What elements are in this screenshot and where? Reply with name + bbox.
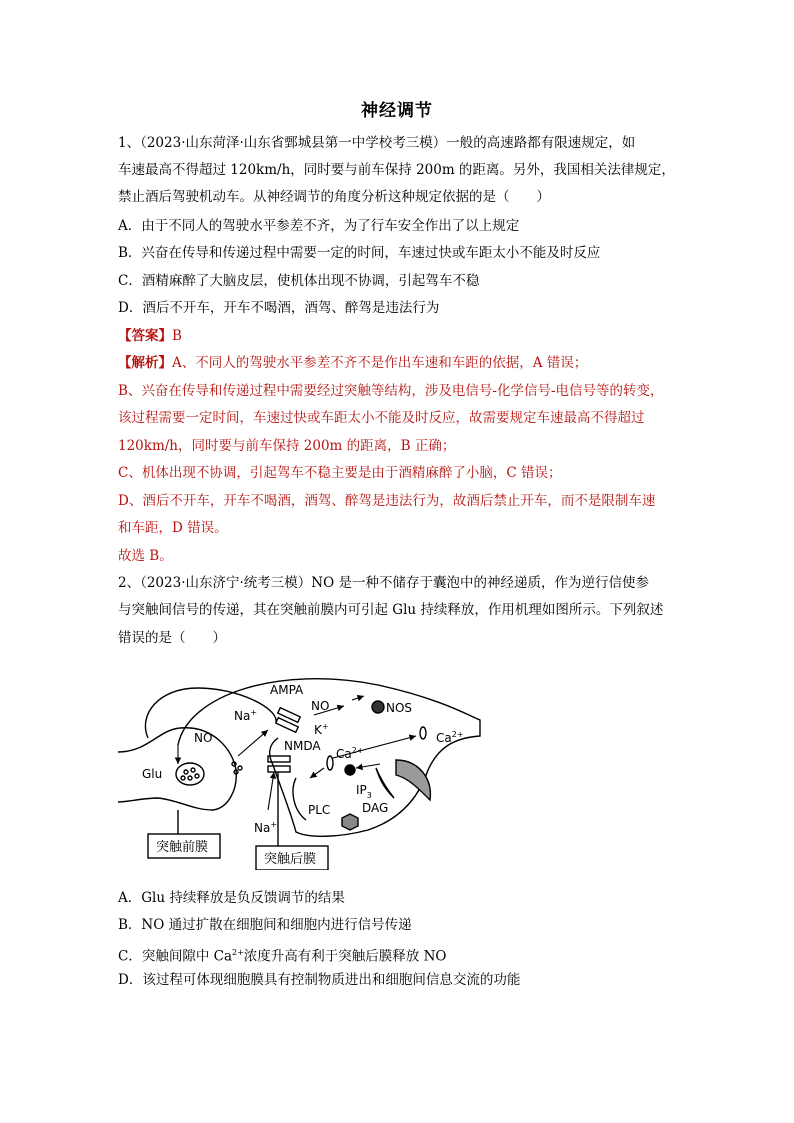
ampa-receptor [278,708,300,723]
k-label: K+ [314,722,329,737]
q2-option-d: D．该过程可体现细胞膜具有控制物质进出和细胞间信息交流的功能 [118,972,521,988]
plc-label: PLC [308,803,331,817]
q2-option-b: B．NO 通过扩散在细胞间和细胞内进行信号传递 [118,917,412,933]
q2-stem-line-3: 错误的是（ ） [118,630,226,646]
endoplasmic-reticulum [396,760,430,800]
q1-stem-line-1: 1、（2023·山东菏泽·山东省鄄城县第一中学校考三模）一般的高速路都有限速规定，如 [118,135,636,151]
q1-analysis-line-6: D、酒后不开车，开车不喝酒，酒驾、醉驾是违法行为，故酒后禁止开车，而不是限制车速 [118,493,656,509]
postsynaptic-membrane-label: 突触后膜 [264,852,317,867]
page-title: 神经调节 [361,101,433,121]
q1-analysis-line-5: C、机体出现不协调，引起驾车不稳主要是由于酒精麻醉了小脑，C 错误； [118,465,562,481]
ca-channel [327,756,333,770]
q2-option-c: C．突触间隙中 $Ca^{2+}$浓度升高有利于突触后膜释放 NO [118,948,447,965]
nmda-label: NMDA [284,739,321,753]
no-pre-label: NO [194,731,213,745]
answer-value: B [172,328,182,344]
presynaptic-membrane-label: 突触前膜 [156,840,209,855]
q1-analysis-line-4: 120km/h，同时要与前车保持 200m 的距离，B 正确； [118,438,456,454]
q1-analysis-line-7: 和车距，D 错误。 [118,520,228,536]
ca-mid-label: $Ca^{2+}$ [336,746,364,761]
q1-analysis-line-3: 该过程需要一定时间，车速过快或车距太小不能及时反应，故需要规定车速最高不得超过 [118,410,645,426]
na-bottom-label: Na+ [254,820,278,835]
glu-vesicle [176,763,204,785]
na-top-label: Na+ [234,708,258,723]
q1-stem-line-3: 禁止酒后驾驶机动车。从神经调节的角度分析这种规定依据的是（ ） [118,189,550,205]
analysis-text: A、不同人的驾驶水平参差不齐不是作出车速和车距的依据，A 错误； [172,355,588,371]
q1-option-d: D．酒后不开车，开车不喝酒，酒驾、醉驾是违法行为 [118,300,440,316]
glu-label: Glu [142,767,163,781]
synapse-diagram [118,660,488,870]
q2-stem-line-1: 2、（2023·山东济宁·统考三模）NO 是一种不储存于囊泡中的神经递质，作为逆行信使参 [118,575,649,591]
ca-right-label: $Ca^{2+}$ [436,730,464,745]
q1-option-a: A．由于不同人的驾驶水平参差不齐，为了行车安全作出了以上规定 [118,218,520,234]
answer-label: 【答案】 [118,328,172,344]
nos-enzyme [372,701,384,713]
q1-analysis-line-1 [118,353,680,373]
q2-option-a: A．Glu 持续释放是负反馈调节的结果 [118,890,345,906]
q2-stem-line-2: 与突触间信号的传递，其在突触前膜内可引起 Glu 持续释放，作用机理如图所示。下列叙述 [118,602,664,618]
analysis-label: 【解析】 [118,355,172,371]
dag-label: DAG [362,801,389,815]
q1-option-c: C．酒精麻醉了大脑皮层，使机体出现不协调，引起驾车不稳 [118,273,480,289]
ampa-label: AMPA [270,683,304,697]
nos-label: NOS [386,701,413,715]
q1-stem-line-2: 车速最高不得超过 120km/h，同时要与前车保持 200m 的距离。另外，我国相关法律规定， [118,162,675,178]
q1-option-b: B．兴奋在传导和传递过程中需要一定的时间，车速过快或车距太小不能及时反应 [118,245,601,261]
no-post-label: NO [311,699,330,713]
synapse-diagram-svg [118,660,488,870]
q1-conclusion: 故选 B。 [118,548,173,564]
q1-analysis-line-2: B、兴奋在传导和传递过程中需要经过突触等结构，涉及电信号-化学信号-电信号等的转变， [118,383,664,399]
ip3-label: $IP_3$ [356,783,372,800]
q1-answer [118,326,680,346]
